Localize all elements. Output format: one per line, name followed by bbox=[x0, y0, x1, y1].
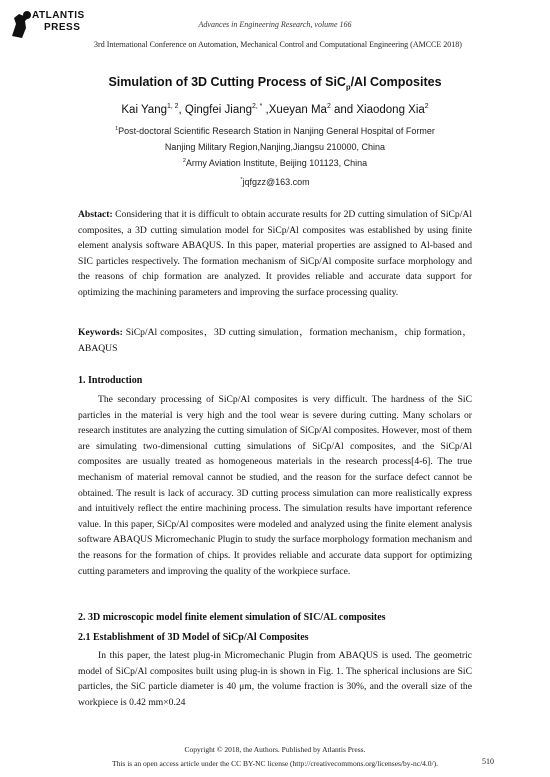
logo-text-atlantis: ATLANTIS bbox=[32, 10, 85, 21]
running-header-venue: Advances in Engineering Research, volume 166 bbox=[198, 20, 352, 29]
publisher-logo bbox=[8, 10, 88, 50]
section-2-1-paragraph: In this paper, the latest plug-in Micromechanic Plugin from ABAQUS is used. The geometric model of SiCp/Al composites built using plug-in is shown in Fig. 1. The spherical inclusions are SiC particles, the SiC particle diameter is 40 μm, the volume fraction is 30%, and the overall size of the workpiece is 0.42 mm×0.24 bbox=[78, 650, 472, 708]
atlas-figure-icon bbox=[8, 10, 34, 40]
abstract-text: Considering that it is difficult to obtain accurate results for 2D cutting simulation of SiCp/Al composites, a 3D cutting simulation model for SiCp/Al composites was established by using finite element analysis software ABAQUS. In this paper, material properties are assigned to Al-based and SIC particles respectively. The formation mechanism of SiCp/Al composite surface morphology and the reasons of chip formation are analyzed. It provides reliable and accurate data support for optimizing the machining parameters and improving the surface processing quality. bbox=[78, 209, 472, 298]
page-number: 510 bbox=[482, 757, 494, 766]
affiliation-1-line-1: $^1$Post-doctoral Scientific Research Station in Nanjing General Hospital of Former bbox=[115, 126, 435, 136]
author-name: Xiaodong Xia bbox=[356, 104, 425, 116]
author-name: Xueyan Ma bbox=[268, 104, 327, 116]
affiliation-1-line-2: Nanjing Military Region,Nanjing,Jiangsu 210000, China bbox=[164, 142, 386, 152]
subsection-heading-2-1: 2.1 Establishment of 3D Model of SiCp/Al Composites bbox=[78, 632, 309, 643]
section-heading-2: 2. 3D microscopic model finite element simulation of SIC/AL composites bbox=[78, 612, 386, 623]
affiliation-2: $^2$Army Aviation Institute, Beijing 101123, China bbox=[182, 158, 368, 168]
author-name: Kai Yang bbox=[121, 104, 167, 116]
author-list: Kai Yang$^{1, 2}$, Qingfei Jiang$^{2, *}$ ,Xueyan Ma$^2$ and Xiaodong Xia$^2$ bbox=[121, 103, 429, 116]
running-header-conference: 3rd International Conference on Automation, Mechanical Control and Computational Engineering (AMCCE 2018) bbox=[94, 40, 462, 49]
keywords-text: SiCp/Al composites，3D cutting simulation，formation mechanism，chip formation，ABAQUS bbox=[78, 327, 472, 354]
corresponding-email: *jqfgzz@163.com bbox=[240, 177, 310, 187]
abstract bbox=[78, 207, 472, 301]
introduction-paragraph: The secondary processing of SiCp/Al composites is very difficult. The hardness of the SiC particles in the material is very high and the tool wear is severe during cutting. Many scholars or research institutes are analyzing the cutting simulation of SiCp/Al composites. However, most of them are simulating two-dimensional cutting simulations of SiCp/Al composites, and the SiCp/Al composites are usually treated as homogeneous materials in the research process[4-6]. The true mechanism of material removal cannot be studied, and the reason for the surface defect cannot be obtained. The result is lack of accuracy. 3D cutting process simulation can more realistically express and intuitively reflect the entire machining process. The simulation results have important reference value. In this paper, SiCp/Al composites were modeled and analyzed using the finite element analysis software ABAQUS Micromechanic Plugin to study the surface morphology formation mechanism and the reasons for the formation of chips. It provides reliable and accurate data support for optimizing cutting parameters and improving the quality of the workpiece surface. bbox=[78, 394, 472, 577]
copyright-notice: Copyright © 2018, the Authors. Published by Atlantis Press. bbox=[184, 745, 366, 754]
keywords-label: Keywords: bbox=[78, 327, 123, 338]
logo-text-press: PRESS bbox=[44, 22, 81, 33]
license-notice: This is an open access article under the CC BY-NC license (http://creativecommons.org/licenses/by-nc/4.0/). bbox=[111, 759, 439, 768]
section-heading-introduction: 1. Introduction bbox=[78, 375, 143, 386]
abstract-label: Abstact: bbox=[78, 209, 113, 220]
author-name: Qingfei Jiang bbox=[184, 104, 253, 116]
keywords bbox=[78, 325, 472, 356]
paper-title: Simulation of 3D Cutting Process of SiC$_p$/Al Composites bbox=[108, 75, 442, 92]
